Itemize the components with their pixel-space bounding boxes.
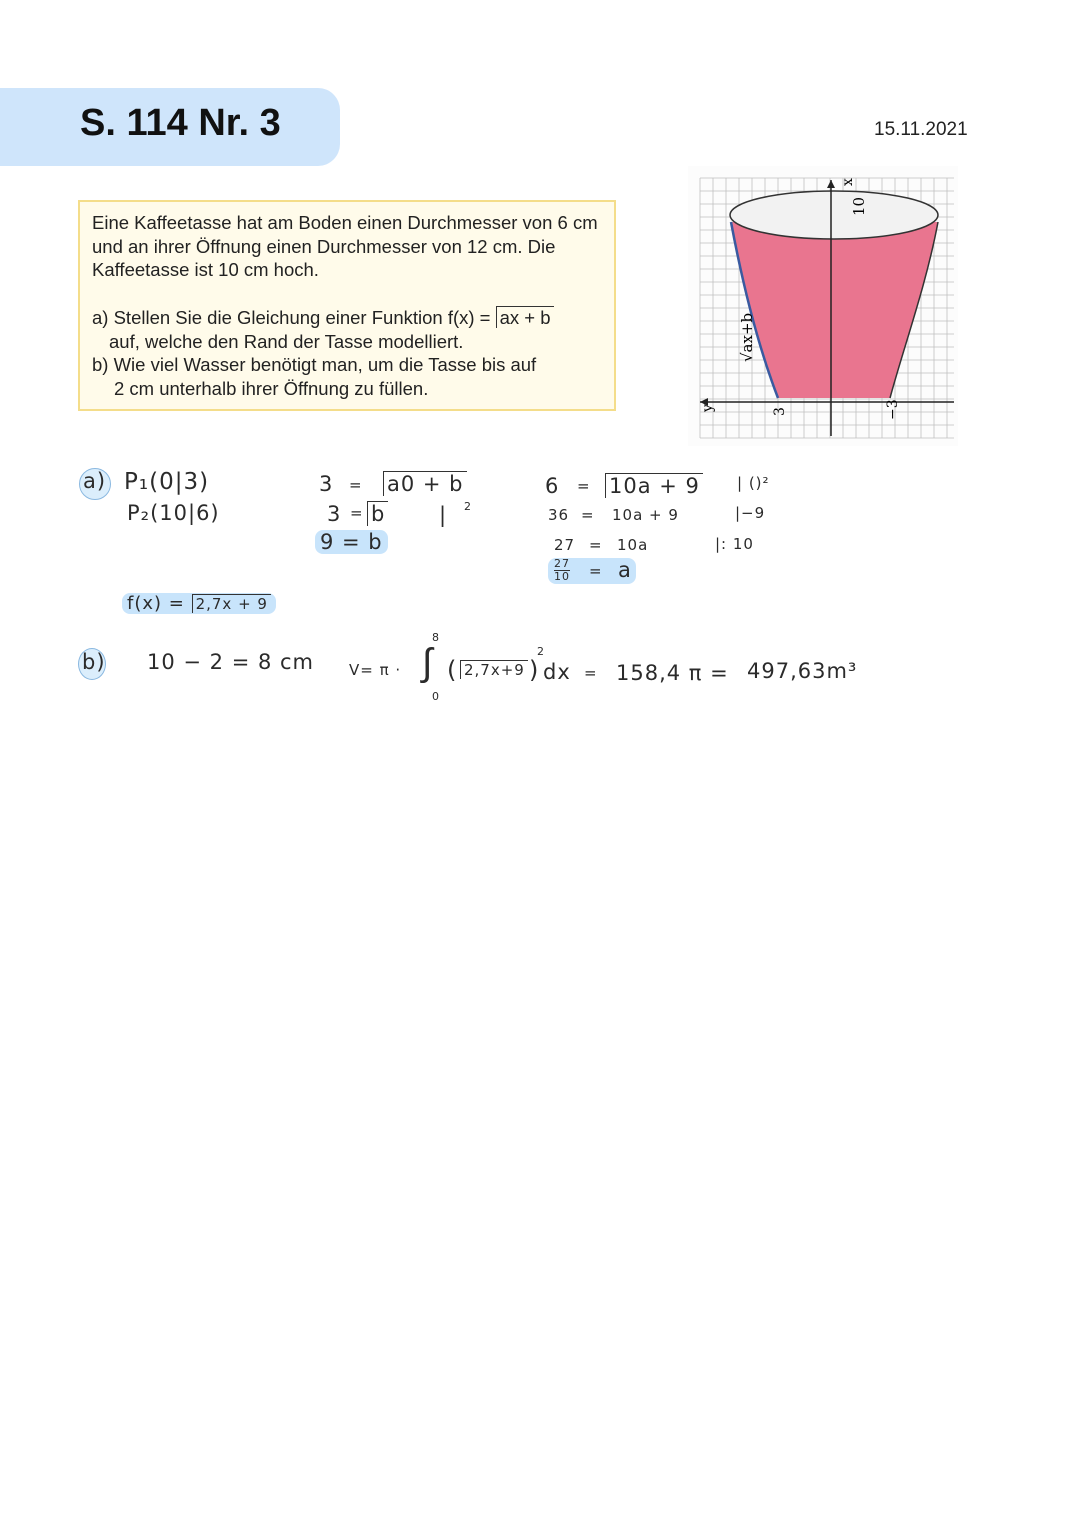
task-box — [78, 200, 616, 411]
eq4-operator: | ()² — [737, 474, 770, 492]
integral-sign: ∫ — [422, 640, 433, 684]
function-lhs: f(x) = — [127, 593, 185, 614]
eq5-lhs: 36 — [548, 506, 570, 524]
eq6-rhs: 10a — [617, 536, 649, 554]
task-a-sqrt: ax + b — [496, 306, 554, 328]
task-part-b — [92, 353, 612, 400]
cup-rim — [730, 191, 938, 239]
eq2-equals: = — [350, 504, 364, 522]
lower-limit: 0 — [432, 690, 440, 703]
eq3-highlight: 9 = b — [315, 530, 388, 554]
height-calc: 10 − 2 = 8 cm — [147, 650, 315, 674]
eq4-equals: = — [577, 477, 591, 495]
tick-label-neg3: −3 — [885, 399, 901, 420]
point-p1: P₁(0|3) — [124, 469, 210, 495]
eq2-rhs: b — [367, 501, 388, 526]
task-a-label: a) — [92, 307, 109, 328]
task-b-text-2: 2 cm unterhalb ihrer Öffnung zu füllen. — [114, 377, 429, 399]
solution-b-label: b) — [82, 650, 106, 674]
eq2-lhs: 3 — [327, 502, 342, 526]
solution-a-label: a) — [83, 469, 107, 493]
eq1-equals: = — [349, 476, 363, 494]
eq5-operator: |−9 — [735, 504, 766, 522]
function-rhs: 2,7x + 9 — [192, 594, 271, 613]
axis-label-y: y — [700, 404, 716, 412]
volume-result-pi: 158,4 π = — [616, 661, 729, 685]
eq4-rhs: 10a + 9 — [605, 473, 703, 498]
page-title: S. 114 Nr. 3 — [80, 102, 281, 144]
differential: dx — [543, 660, 571, 684]
eq7-equals: = — [589, 562, 603, 580]
volume-equals: = — [584, 664, 598, 682]
eq7-denominator: 10 — [554, 570, 570, 583]
eq6-lhs: 27 — [554, 536, 576, 554]
eq1-rhs: a0 + b — [383, 471, 467, 496]
integrand-power: 2 — [537, 645, 545, 658]
task-intro: Eine Kaffeetasse hat am Boden einen Durchmesser von 6 cm und an ihrer Öffnung einen Durchmesser von 12 cm. Die Kaffeetasse ist 10 cm hoch. — [92, 212, 598, 280]
axis-label-x: x — [840, 178, 856, 186]
eq4-lhs: 6 — [545, 474, 560, 498]
volume-lhs: V= π · — [349, 661, 402, 679]
eq5-equals: = — [581, 506, 595, 524]
task-b-label: b) — [92, 354, 109, 375]
eq6-operator: |: 10 — [715, 535, 754, 553]
eq5-rhs: 10a + 9 — [612, 506, 679, 524]
upper-limit: 8 — [432, 631, 440, 644]
volume-result: 497,63m³ — [747, 659, 858, 683]
task-a-text-2: auf, welche den Rand der Tasse modelliert. — [109, 330, 464, 352]
tick-label-3: 3 — [772, 407, 788, 416]
eq1-lhs: 3 — [319, 472, 334, 496]
task-part-a — [92, 306, 612, 353]
task-a-text: Stellen Sie die Gleichung einer Funktion f(x) = — [113, 307, 491, 328]
integrand-paren-open: ( — [447, 656, 458, 684]
integrand-paren-close: ) — [529, 656, 540, 684]
eq1-power: 2 — [464, 500, 472, 513]
eq7-numerator: 27 — [554, 557, 570, 570]
curve-label-sqrt: √ax+b — [738, 312, 756, 362]
eq7-rhs: a — [618, 558, 632, 582]
task-b-text: Wie viel Wasser benötigt man, um die Tasse bis auf — [113, 354, 537, 375]
eq6-equals: = — [589, 536, 603, 554]
integrand: 2,7x+9 — [460, 660, 528, 679]
eq1-operator: | — [439, 503, 448, 527]
cup-figure — [688, 166, 958, 446]
date-label: 15.11.2021 — [874, 119, 968, 140]
point-p2: P₂(10|6) — [127, 501, 220, 525]
tick-label-10: 10 — [850, 196, 868, 216]
